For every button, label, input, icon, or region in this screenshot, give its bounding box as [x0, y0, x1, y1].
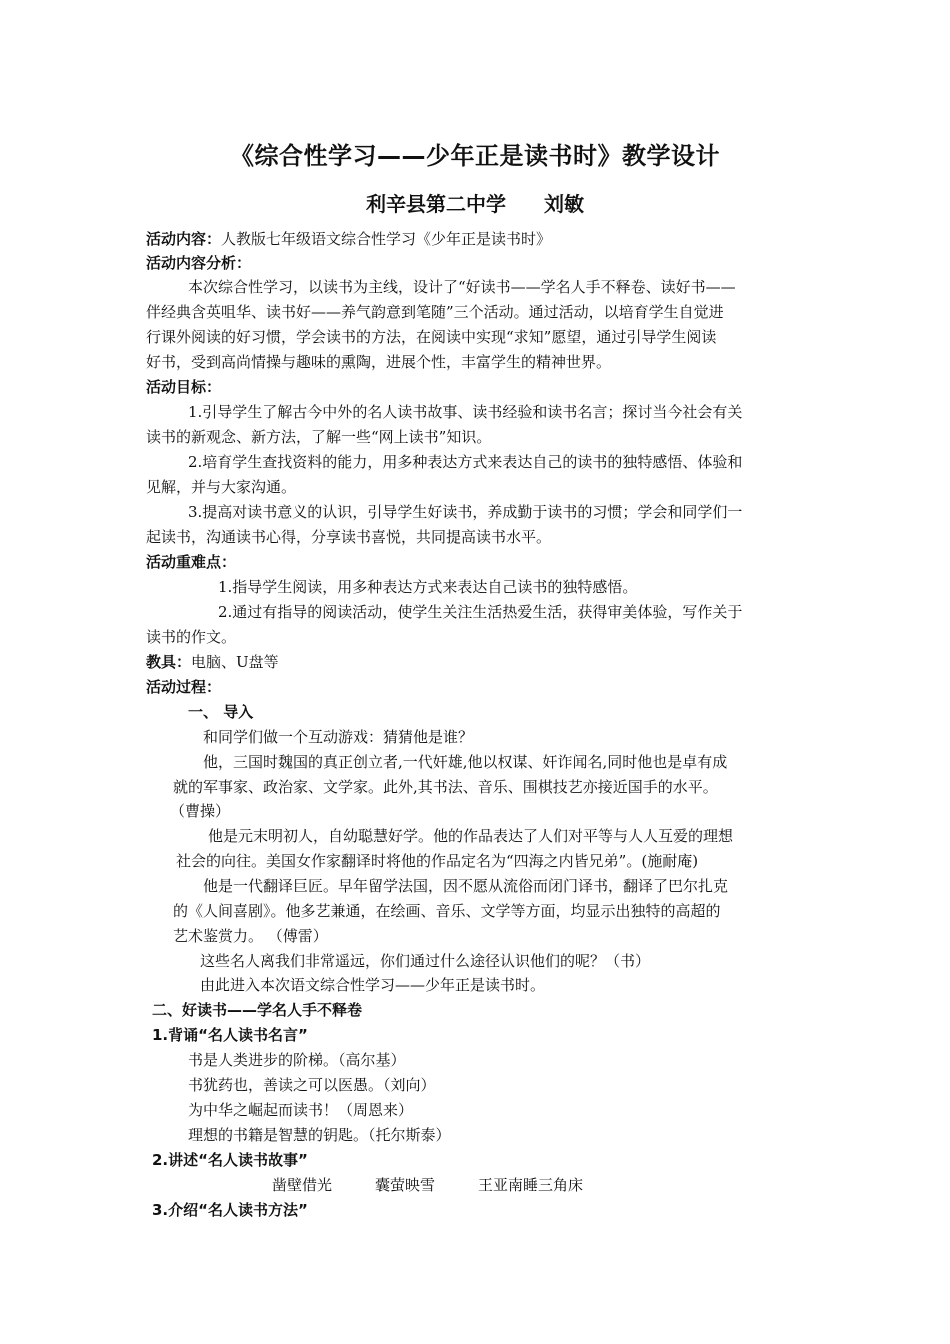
quote-line: 理想的书籍是智慧的钥匙。（托尔斯泰） [188, 1126, 451, 1144]
intro-line: 就的军事家、政治家、文学家。此外,其书法、音乐、围棋技艺亦接近国手的水平。 [173, 778, 718, 796]
analysis-line: 行课外阅读的好习惯，学会读书的方法，在阅读中实现“求知”愿望，通过引导学生阅读 [146, 328, 717, 346]
goal-line: 3.提高对读书意义的认识，引导学生好读书，养成勤于读书的习惯；学会和同学们一 [188, 503, 743, 521]
author-name: 刘敏 [544, 192, 584, 216]
tools-label: 教具： [146, 653, 192, 671]
analysis-line: 本次综合性学习，以读书为主线，设计了“好读书——学名人手不释卷、读好书—— [188, 278, 736, 296]
difficulty-line: 2.通过有指导的阅读活动，使学生关注生活热爱生活，获得审美体验，写作关于 [218, 603, 743, 621]
goal-line: 起读书，沟通读书心得，分享读书喜悦，共同提高读书水平。 [146, 528, 552, 546]
goal-line: 2.培育学生查找资料的能力，用多种表达方式来表达自己的读书的独特感悟、体验和 [188, 453, 743, 471]
activity-content-label: 活动内容： [146, 230, 222, 248]
quote-line: 书犹药也，善读之可以医愚。（刘向） [188, 1076, 436, 1094]
tools-line [146, 652, 279, 672]
difficulty-heading: 活动重难点： [146, 553, 237, 571]
intro-heading: 一、 导入 [188, 703, 254, 721]
activity-content-text: 人教版七年级语文综合性学习《少年正是读书时》 [221, 230, 552, 248]
intro-line: 的《人间喜剧》。他多艺兼通，在绘画、音乐、文学等方面，均显示出独特的高超的 [173, 902, 721, 920]
intro-line: 社会的向往。美国女作家翻译时将他的作品定名为“四海之内皆兄弟”。(施耐庵) [176, 852, 699, 870]
difficulty-line: 读书的作文。 [146, 628, 237, 646]
document-title: 《综合性学习——少年正是读书时》教学设计 [230, 142, 720, 170]
intro-line: （曹操） [170, 802, 231, 820]
process-heading: 活动过程： [146, 678, 222, 696]
item-1-heading: 1.背诵“名人读书名言” [152, 1026, 308, 1044]
item-2-heading: 2.讲述“名人读书故事” [152, 1151, 308, 1169]
tools-text: 电脑、U盘等 [191, 653, 279, 671]
goal-line: 1.引导学生了解古今中外的名人读书故事、读书经验和读书名言；探讨当今社会有关 [188, 403, 743, 421]
story-item: 王亚南睡三角床 [478, 1176, 584, 1194]
story-item: 凿壁借光 [272, 1176, 333, 1194]
goal-line: 见解，并与大家沟通。 [146, 478, 297, 496]
intro-line: 艺术鉴赏力。 （傅雷） [173, 927, 328, 945]
author-line [0, 188, 950, 217]
item-3-heading: 3.介绍“名人读书方法” [152, 1201, 308, 1219]
quote-line: 书是人类进步的阶梯。（高尔基） [188, 1051, 406, 1069]
intro-line: 他是元末明初人，自幼聪慧好学。他的作品表达了人们对平等与人人互爱的理想 [208, 827, 734, 845]
story-item: 囊萤映雪 [375, 1176, 436, 1194]
difficulty-line: 1.指导学生阅读，用多种表达方式来表达自己读书的独特感悟。 [218, 578, 638, 596]
quote-line: 为中华之崛起而读书！（周恩来） [188, 1101, 414, 1119]
goal-line: 读书的新观念、新方法，了解一些“网上读书”知识。 [146, 428, 492, 446]
intro-line: 这些名人离我们非常遥远，你们通过什么途径认识他们的呢？（书） [200, 952, 651, 970]
intro-line: 他是一代翻译巨匠。早年留学法国，因不愿从流俗而闭门译书，翻译了巴尔扎克 [203, 877, 729, 895]
intro-line: 由此进入本次语文综合性学习——少年正是读书时。 [200, 976, 546, 994]
school-name: 利辛县第二中学 [366, 192, 506, 216]
analysis-line: 好书，受到高尚情操与趣味的熏陶，进展个性，丰富学生的精神世界。 [146, 353, 612, 371]
analysis-heading: 活动内容分析： [146, 254, 252, 272]
section-2-heading: 二、好读书——学名人手不释卷 [152, 1001, 363, 1019]
intro-line: 他，三国时魏国的真正创立者,一代奸雄,他以权谋、奸诈闻名,同时他也是卓有成 [203, 753, 728, 771]
story-list [272, 1175, 583, 1195]
intro-line: 和同学们做一个互动游戏：猜猜他是谁？ [203, 728, 474, 746]
activity-content-line [146, 229, 551, 249]
analysis-line: 伴经典含英咀华、读书好——养气韵意到笔随”三个活动。通过活动，以培育学生自觉进 [146, 303, 724, 321]
goals-heading: 活动目标： [146, 378, 222, 396]
